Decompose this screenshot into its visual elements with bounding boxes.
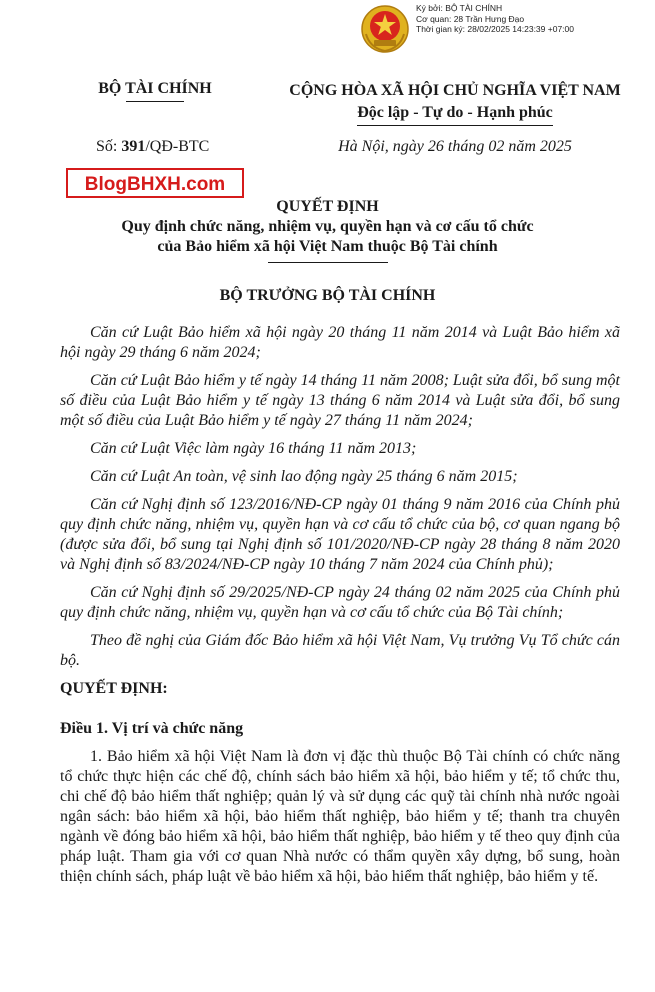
legal-basis-2: Căn cứ Luật Bảo hiểm y tế ngày 14 tháng 11 năm 2008; Luật sửa đổi, bổ sung một số điều của Luật Bảo hiểm y tế ngày 13 tháng 6 năm 2014 và Luật sửa đổi, bổ sung một số điều của Luật Bảo hiểm y tế ngày 27 tháng 11 năm 2024; [60,372,620,429]
document-number [96,138,209,156]
national-header [270,80,640,126]
digital-signature-block [416,3,574,35]
ministry-name: BỘ TÀI CHÍNH [98,80,212,97]
title-line-1: Quy định chức năng, nhiệm vụ, quyền hạn và cơ cấu tổ chức [121,218,534,235]
signature-time: Thời gian ký: 28/02/2025 14:23:39 +07:00 [416,24,574,34]
republic-name: CỘNG HÒA XÃ HỘI CHỦ NGHĨA VIỆT NAM [289,82,621,99]
decide-heading: QUYẾT ĐỊNH: [60,680,168,697]
number-prefix: Số: [96,138,122,155]
national-motto: Độc lập - Tự do - Hạnh phúc [357,102,553,126]
legal-basis-6: Căn cứ Nghị định số 29/2025/NĐ-CP ngày 24 tháng 02 năm 2025 của Chính phủ quy định chức năng, nhiệm vụ, quyền hạn và cơ cấu tổ chức của Bộ Tài chính; [60,584,620,621]
title-line-2: của Bảo hiểm xã hội Việt Nam thuộc Bộ Tài chính [157,238,498,255]
article-1-heading: Điều 1. Vị trí và chức năng [60,720,244,737]
legal-basis-3: Căn cứ Luật Việc làm ngày 16 tháng 11 năm 2013; [90,440,417,457]
national-emblem-icon [360,4,410,54]
number-suffix: /QĐ-BTC [145,138,210,155]
legal-basis-1: Căn cứ Luật Bảo hiểm xã hội ngày 20 tháng 11 năm 2014 và Luật Bảo hiểm xã hội ngày 29 tháng 6 năm 2024; [60,324,620,361]
signature-agency: Cơ quan: 28 Trần Hưng Đạo [416,13,525,24]
document-type: QUYẾT ĐỊNH [276,198,379,215]
watermark-stamp: BlogBHXH.com [66,168,244,198]
document-body [60,323,620,887]
legal-basis-5: Căn cứ Nghị định số 123/2016/NĐ-CP ngày 01 tháng 9 năm 2016 của Chính phủ quy định chức năng, nhiệm vụ, quyền hạn và cơ cấu tổ chức của bộ, cơ quan ngang bộ (được sửa đổi, bổ sung tại Nghị định số 101/2020/NĐ-CP ngày 28 tháng 8 năm 2020 và Nghị định số 83/2024/NĐ-CP ngày 10 tháng 7 năm 2024 của Chính phủ); [60,496,620,573]
ministry-underline [126,101,184,102]
legal-basis-7: Theo đề nghị của Giám đốc Bảo hiểm xã hội Việt Nam, Vụ trưởng Vụ Tổ chức cán bộ. [60,632,620,669]
place-and-date: Hà Nội, ngày 26 tháng 02 năm 2025 [338,138,572,155]
signature-signer: Ký bởi: BỘ TÀI CHÍNH [416,3,503,13]
minister-heading: BỘ TRƯỞNG BỘ TÀI CHÍNH [219,287,436,304]
document-title [0,197,655,263]
legal-basis-4: Căn cứ Luật An toàn, vệ sinh lao động ngày 25 tháng 6 năm 2015; [90,468,518,485]
title-underline [268,262,388,263]
article-1-paragraph-1: 1. Bảo hiểm xã hội Việt Nam là đơn vị đặc thù thuộc Bộ Tài chính có chức năng tổ chức thực hiện các chế độ, chính sách bảo hiểm xã hội, bảo hiểm y tế; tổ chức thu, chi chế độ bảo hiểm thất nghiệp; quản lý và sử dụng các quỹ tài chính nhà nước ngoài ngân sách: bảo hiểm xã hội, bảo hiểm thất nghiệp, bảo hiểm y tế; thanh tra chuyên ngành về đóng bảo hiểm xã hội, bảo hiểm thất nghiệp, bảo hiểm y tế theo quy định của pháp luật. Tham gia với cơ quan Nhà nước có thẩm quyền xây dựng, bổ sung, hoàn thiện chính sách, pháp luật về bảo hiểm xã hội, bảo hiểm thất nghiệp, bảo hiểm y tế. [60,748,620,885]
number-value: 391 [121,138,146,155]
issuing-agency [60,80,250,102]
